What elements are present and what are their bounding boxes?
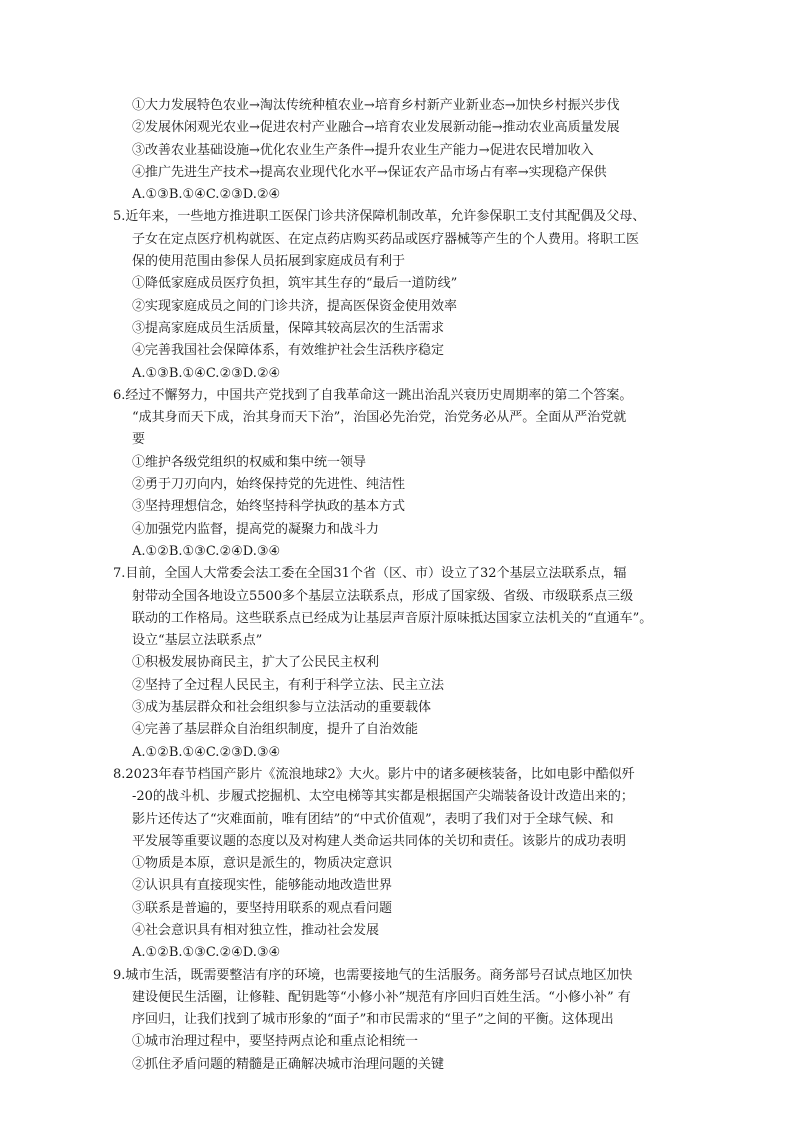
stem-line: 设立“基层立法联系点” <box>132 633 263 649</box>
option-line: ③改善农业基础设施→优化农业生产条件→提升农业生产能力→促进农民增加收入 <box>132 142 594 158</box>
option-line: ②发展休闲观光农业→促进农村产业融合→培育农业发展新动能→推动农业高质量发展 <box>132 120 620 136</box>
answer-choices: A.①②B.①③C.②④D.③④ <box>132 945 281 961</box>
option-line: ③提高家庭成员生活质量，保障其较高层次的生活需求 <box>132 320 445 336</box>
stem-line: “成其身而天下成，治其身而天下治”，治国必先治党，治党务必从严。全面从严治党就 <box>132 410 627 426</box>
question-number: 5. <box>113 209 126 225</box>
answer-choices: A.①②B.①③C.②④D.③④ <box>132 543 281 559</box>
answer-choices: A.①②B.①④C.②③D.③④ <box>132 744 281 760</box>
stem-line: 城市生活，既需要整洁有序的环境，也需要接地气的生活服务。商务部号召试点地区加快 <box>125 967 633 983</box>
stem-line: 目前，全国人大常委会法工委在全国31个省（区、市）设立了32个基层立法联系点，辐 <box>125 566 627 582</box>
stem-line: 保的使用范围由参保人员拓展到家庭成员有利于 <box>132 254 406 270</box>
question-6 <box>113 385 688 563</box>
option-line: ④加强党内监督，提高党的凝聚力和战斗力 <box>132 521 380 537</box>
stem-line: 子女在定点医疗机构就医、在定点药店购买药品或医疗器械等产生的个人费用。将职工医 <box>132 231 640 247</box>
stem-line: 平发展等重要议题的态度以及对构建人类命运共同体的关切和责任。该影片的成功表明 <box>132 833 627 849</box>
question-9 <box>113 965 688 1076</box>
answer-choices: A.①③B.①④C.②③D.②④ <box>132 187 281 203</box>
stem-line: 要 <box>132 432 146 448</box>
option-line: ④完善了基层群众自治组织制度，提升了自治效能 <box>132 722 419 738</box>
option-line: ③成为基层群众和社会组织参与立法活动的重要载体 <box>132 700 432 716</box>
question-4-tail <box>113 95 688 206</box>
question-5 <box>113 206 688 384</box>
stem-line: 序回归，让我们找到了城市形象的“面子”和市民需求的“里子”之间的平衡。这体现出 <box>132 1012 614 1028</box>
question-number: 8. <box>113 766 126 782</box>
option-line: ②坚持了全过程人民民主，有利于科学立法、民主立法 <box>132 677 445 693</box>
option-line: ①大力发展特色农业→淘汰传统种植农业→培育乡村新产业新业态→加快乡村振兴步伐 <box>132 98 620 113</box>
question-number: 9. <box>113 967 126 983</box>
option-line: ②抓住矛盾问题的精髓是正确解决城市治理问题的关键 <box>132 1056 445 1072</box>
stem-line: 影片还传达了“灾难面前，唯有团结”的“中式价值观”，表明了我们对于全球气候、和 <box>132 811 614 827</box>
option-line: ②认识具有直接现实性，能够能动地改造世界 <box>132 878 393 894</box>
stem-line: 射带动全国各地设立5500多个基层立法联系点，形成了国家级、省级、市级联系点三级 <box>132 588 634 604</box>
question-7 <box>113 563 688 764</box>
document-body <box>113 95 688 1076</box>
stem-line: 近年来，一些地方推进职工医保门诊共济保障机制改革，允许参保职工支付其配偶及父母、 <box>125 209 646 225</box>
question-8 <box>113 764 688 965</box>
option-line: ①降低家庭成员医疗负担，筑牢其生存的“最后一道防线” <box>132 276 458 292</box>
stem-line: -20的战斗机、步履式挖掘机、太空电梯等其实都是根据国产尖端装备设计改造出来的； <box>132 789 634 805</box>
answer-choices: A.①③B.①④C.②③D.②④ <box>132 365 281 381</box>
option-line: ③联系是普遍的，要坚持用联系的观点看问题 <box>132 900 393 916</box>
option-line: ②实现家庭成员之间的门诊共济，提高医保资金使用效率 <box>132 298 458 314</box>
stem-line: 建设便民生活圈，让修鞋、配钥匙等“小修小补”规范有序回归百姓生活。“小修小补” 有 <box>132 989 631 1005</box>
stem-line: 2023年春节档国产影片《流浪地球2》大火。影片中的诸多硬核装备，比如电影中酷似歼 <box>125 766 635 782</box>
option-line: ②勇于刀刃向内，始终保持党的先进性、纯洁性 <box>132 477 406 493</box>
option-line: ①维护各级党组织的权威和集中统一领导 <box>132 454 367 470</box>
option-line: ④社会意识具有相对独立性，推动社会发展 <box>132 922 380 938</box>
question-number: 7. <box>113 566 126 582</box>
option-line: ①积极发展协商民主，扩大了公民民主权利 <box>132 655 380 671</box>
option-line: ④推广先进生产技术→提高农业现代化水平→保证农产品市场占有率→实现稳产保供 <box>132 164 607 180</box>
option-line: ④完善我国社会保障体系，有效维护社会生活秩序稳定 <box>132 343 445 359</box>
option-line: ①物质是本原，意识是派生的，物质决定意识 <box>132 856 393 872</box>
option-line: ①城市治理过程中，要坚持两点论和重点论相统一 <box>132 1034 419 1050</box>
stem-line: 联动的工作格局。这些联系点已经成为让基层声音原汁原味抵达国家立法机关的“直通车”。 <box>132 610 653 626</box>
question-number: 6. <box>113 387 126 403</box>
stem-line: 经过不懈努力，中国共产党找到了自我革命这一跳出治乱兴衰历史周期率的第二个答案。 <box>125 387 633 403</box>
option-line: ③坚持理想信念，始终坚持科学执政的基本方式 <box>132 499 406 515</box>
